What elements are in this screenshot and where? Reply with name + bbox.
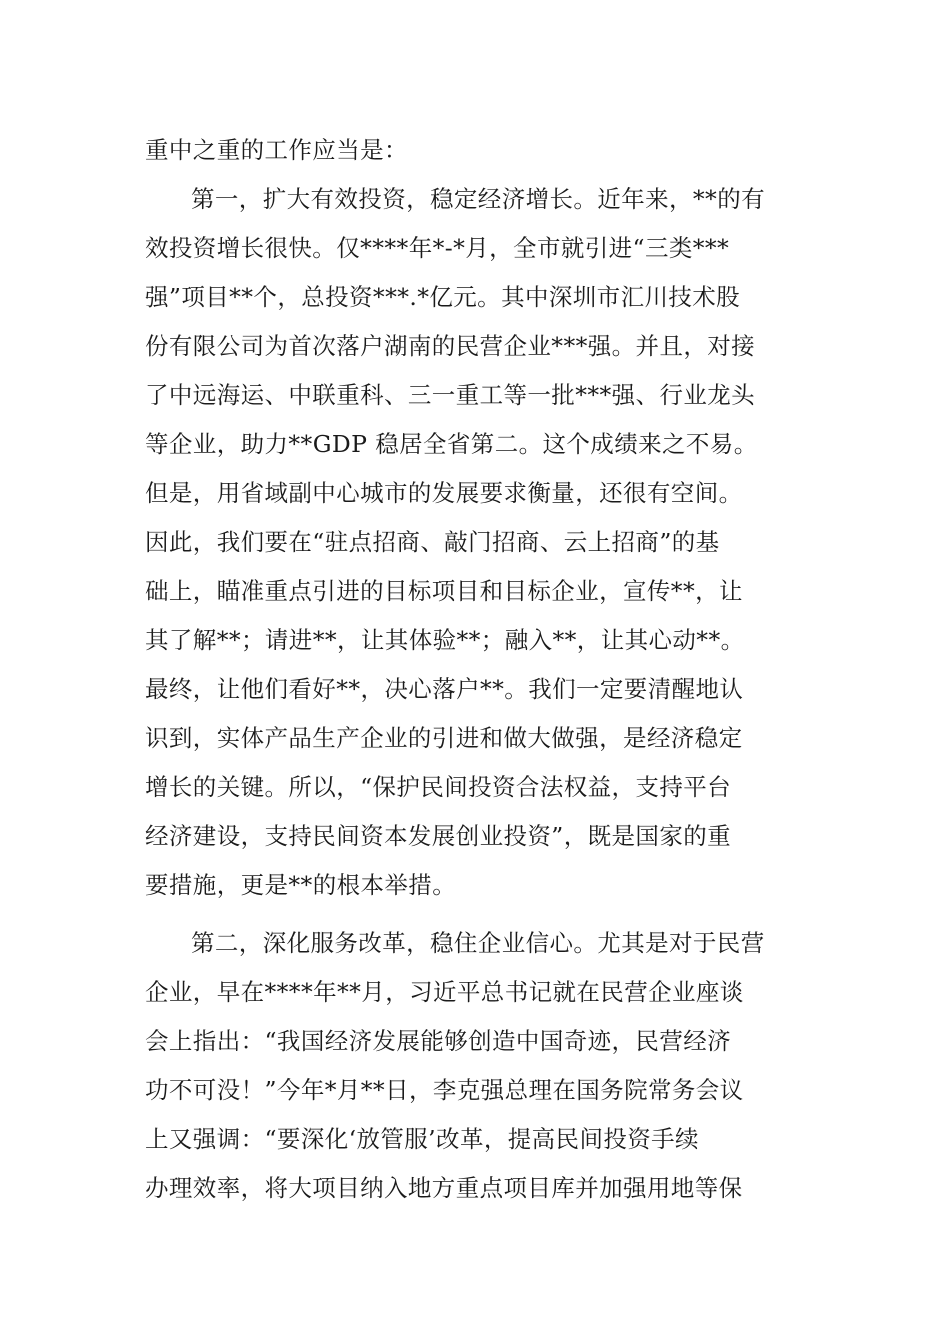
text-line: 经济建设，支持民间资本发展创业投资”，既是国家的重 (145, 822, 732, 850)
text-line: 重中之重的工作应当是： (145, 136, 408, 164)
document-body (145, 126, 815, 1213)
text-line: 会上指出：“我国经济发展能够创造中国奇迹，民营经济 (145, 1027, 732, 1055)
text-line: 上又强调：“要深化‘放管服’改革，提高民间投资手续 (145, 1125, 699, 1153)
text-line: 第一，扩大有效投资，稳定经济增长。近年来，**的有 (191, 185, 765, 213)
text-line: 强”项目**个，总投资***.*亿元。其中深圳市汇川技术股 (145, 283, 741, 311)
text-line: 因此，我们要在“驻点招商、敲门招商、云上招商”的基 (145, 528, 720, 556)
paragraph-gap (145, 910, 815, 919)
text-line: 办理效率，将大项目纳入地方重点项目库并加强用地等保 (145, 1174, 743, 1202)
text-line: 其了解**；请进**，让其体验**；融入**，让其心动**。 (145, 626, 745, 654)
text-line: 功不可没！”今年*月**日，李克强总理在国务院常务会议 (145, 1076, 744, 1104)
text-line: 等企业，助力**GDP 稳居全省第二。这个成绩来之不易。 (145, 430, 758, 458)
text-line: 了中远海运、中联重科、三一重工等一批***强、行业龙头 (145, 381, 756, 409)
text-line: 效投资增长很快。仅****年*-*月，全市就引进“三类*** (145, 234, 730, 262)
text-line: 企业，早在****年**月，习近平总书记就在民营企业座谈 (145, 978, 744, 1006)
paragraph-second-service-reform (145, 919, 815, 1213)
text-line: 础上，瞄准重点引进的目标项目和目标企业，宣传**，让 (145, 577, 743, 605)
text-line: 要措施，更是**的根本举措。 (145, 871, 457, 899)
text-line: 第二，深化服务改革，稳住企业信心。尤其是对于民营 (191, 929, 765, 957)
text-line: 增长的关键。所以，“保护民间投资合法权益，支持平台 (145, 773, 732, 801)
text-line: 最终，让他们看好**，决心落户**。我们一定要清醒地认 (145, 675, 744, 703)
text-line: 识到，实体产品生产企业的引进和做大做强，是经济稳定 (145, 724, 743, 752)
text-line: 但是，用省域副中心城市的发展要求衡量，还很有空间。 (145, 479, 743, 507)
text-line: 份有限公司为首次落户湖南的民营企业***强。并且，对接 (145, 332, 756, 360)
paragraph-first-investment (145, 175, 815, 910)
paragraph-continuation (145, 126, 815, 175)
